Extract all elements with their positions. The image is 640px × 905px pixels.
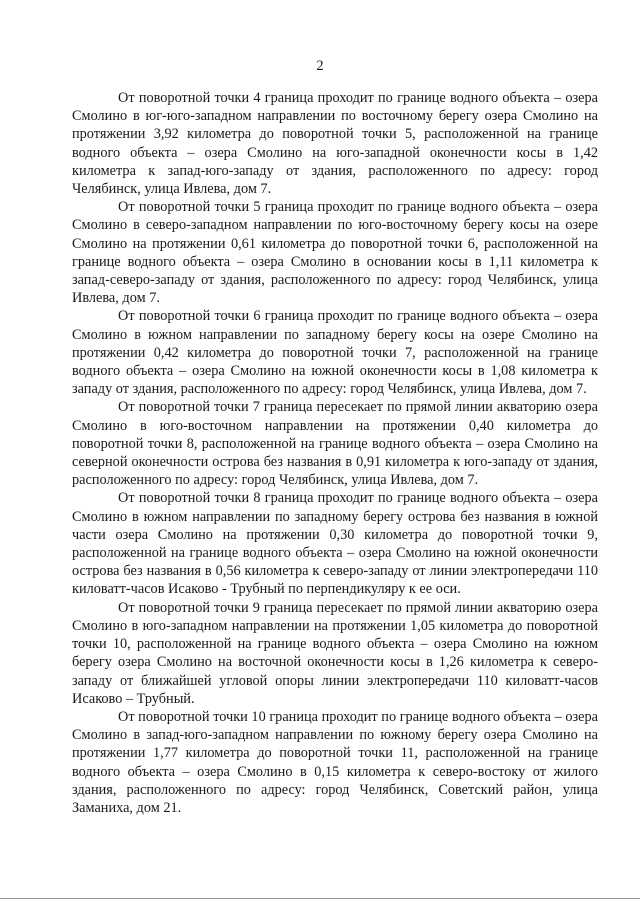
paragraph-point-9: От поворотной точки 9 граница пересекает по прямой линии акваторию озера Смолино в юго-западном направлении на протяжении 1,05 километра до поворотной точки 10, расположенной на границе водного объекта – озера Смолино на южном берегу озера Смолино на восточной оконечности косы в 1,26 километра к северо-западу от ближайшей угловой опоры линии электропередачи 110 киловатт-часов Исаково – Трубный.: [72, 599, 598, 707]
page-number: 2: [316, 58, 324, 74]
page-bottom-edge: [0, 898, 640, 899]
document-body: [72, 89, 598, 817]
paragraph-point-4: От поворотной точки 4 граница проходит по границе водного объекта – озера Смолино в юг-юго-западном направлении по восточному берегу озера Смолино на протяжении 3,92 километра до поворотной точки 5, расположенной на границе водного объекта – озера Смолино на юго-западной оконечности косы в 1,42 километра к запад-юго-западу от здания, расположенного по адресу: город Челябинск, улица Ивлева, дом 7.: [72, 90, 598, 198]
paragraph-point-5: От поворотной точки 5 граница проходит по границе водного объекта – озера Смолино в северо-западном направлении по юго-восточному берегу косы на озере Смолино на протяжении 0,61 километра до поворотной точки 6, расположенной на границе водного объекта – озера Смолино в основании косы в 1,11 километра к запад-северо-западу от здания, расположенного по адресу: город Челябинск, улица Ивлева, дом 7.: [72, 199, 598, 307]
paragraph-point-8: От поворотной точки 8 граница проходит по границе водного объекта – озера Смолино в южном направлении по западному берегу острова без названия в южной части озера Смолино на протяжении 0,30 километра до поворотной точки 9, расположенной на границе водного объекта – озера Смолино на южной оконечности острова без названия в 0,56 километра к северо-западу от линии электропередачи 110 киловатт-часов Исаково - Трубный по перпендикуляру к ее оси.: [72, 490, 598, 598]
paragraph-point-7: От поворотной точки 7 граница пересекает по прямой линии акваторию озера Смолино в юго-восточном направлении на протяжении 0,40 километра до поворотной точки 8, расположенной на границе водного объекта – озера Смолино на северной оконечности острова без названия в 0,91 километра к юго-западу от здания, расположенного по адресу: город Челябинск, улица Ивлева, дом 7.: [72, 399, 598, 489]
paragraph-point-10: От поворотной точки 10 граница проходит по границе водного объекта – озера Смолино в запад-юго-западном направлении по южному берегу озера Смолино на протяжении 1,77 километра до поворотной точки 11, расположенной на границе водного объекта – озера Смолино в 0,15 километра к северо-востоку от жилого здания, расположенного по адресу: город Челябинск, Советский район, улица Заманиха, дом 21.: [72, 708, 598, 816]
paragraph-point-6: От поворотной точки 6 граница проходит по границе водного объекта – озера Смолино в южном направлении по западному берегу косы на озере Смолино на протяжении 0,42 километра до поворотной точки 7, расположенной на границе водного объекта – озера Смолино на южной оконечности косы в 1,08 километра к западу от здания, расположенного по адресу: город Челябинск, улица Ивлева, дом 7.: [72, 308, 598, 398]
